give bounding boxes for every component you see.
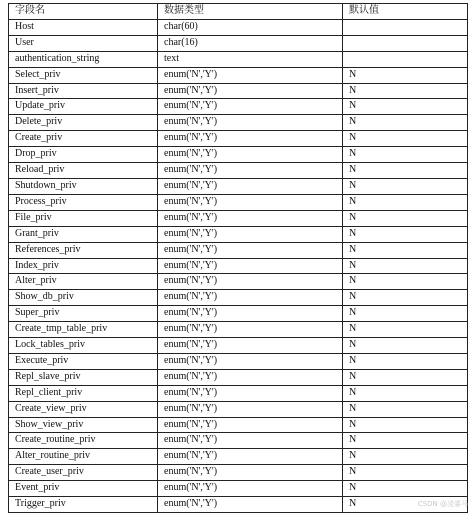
field-name-cell: Insert_priv (9, 83, 158, 99)
field-name-cell: Repl_slave_priv (9, 369, 158, 385)
default-value-cell: N (343, 417, 468, 433)
default-value-cell: N (343, 338, 468, 354)
default-value-cell: N (343, 131, 468, 147)
data-type-cell: text (158, 51, 343, 67)
data-type-cell: enum('N','Y') (158, 306, 343, 322)
table-row (9, 274, 468, 290)
field-name-cell: Execute_priv (9, 353, 158, 369)
field-name-cell: Show_db_priv (9, 290, 158, 306)
table-row (9, 290, 468, 306)
table-row (9, 353, 468, 369)
field-name-cell: Alter_routine_priv (9, 449, 158, 465)
data-type-cell: enum('N','Y') (158, 67, 343, 83)
data-type-cell: enum('N','Y') (158, 481, 343, 497)
default-value-cell: N (343, 449, 468, 465)
table-row (9, 115, 468, 131)
default-value-cell: N (343, 226, 468, 242)
data-type-cell: char(60) (158, 19, 343, 35)
table-row (9, 322, 468, 338)
field-name-cell: User (9, 35, 158, 51)
field-name-cell: Create_routine_priv (9, 433, 158, 449)
data-type-cell: enum('N','Y') (158, 163, 343, 179)
table-body (9, 19, 468, 512)
default-value-cell (343, 19, 468, 35)
data-type-cell: enum('N','Y') (158, 274, 343, 290)
table-row (9, 433, 468, 449)
default-value-cell: N (343, 147, 468, 163)
data-type-cell: enum('N','Y') (158, 178, 343, 194)
header-row (9, 4, 468, 20)
default-value-cell: N (343, 115, 468, 131)
field-name-cell: Create_view_priv (9, 401, 158, 417)
data-type-cell: enum('N','Y') (158, 385, 343, 401)
field-name-cell: Host (9, 19, 158, 35)
header-field-name: 字段名 (9, 4, 158, 20)
field-name-cell: Alter_priv (9, 274, 158, 290)
table-row (9, 242, 468, 258)
data-type-cell: enum('N','Y') (158, 99, 343, 115)
default-value-cell: N (343, 242, 468, 258)
default-value-cell: N (343, 322, 468, 338)
table-row (9, 163, 468, 179)
field-name-cell: Super_priv (9, 306, 158, 322)
data-type-cell: enum('N','Y') (158, 322, 343, 338)
table-row (9, 178, 468, 194)
field-name-cell: Grant_priv (9, 226, 158, 242)
default-value-cell: N (343, 99, 468, 115)
data-type-cell: enum('N','Y') (158, 210, 343, 226)
table-row (9, 99, 468, 115)
default-value-cell: N (343, 83, 468, 99)
default-value-cell: N (343, 163, 468, 179)
default-value-cell: N (343, 385, 468, 401)
watermark: CSDN @凌睿马 (417, 500, 468, 508)
field-name-cell: Create_user_priv (9, 465, 158, 481)
table-row (9, 51, 468, 67)
field-name-cell: Shutdown_priv (9, 178, 158, 194)
field-name-cell: Event_priv (9, 481, 158, 497)
table-row (9, 497, 468, 513)
field-name-cell: authentication_string (9, 51, 158, 67)
table-row (9, 369, 468, 385)
data-type-cell: enum('N','Y') (158, 147, 343, 163)
table-header (9, 4, 468, 20)
field-name-cell: Select_priv (9, 67, 158, 83)
table-row (9, 306, 468, 322)
table-row (9, 465, 468, 481)
field-name-cell: Index_priv (9, 258, 158, 274)
field-name-cell: Create_priv (9, 131, 158, 147)
data-type-cell: enum('N','Y') (158, 449, 343, 465)
data-type-cell: enum('N','Y') (158, 401, 343, 417)
header-data-type: 数据类型 (158, 4, 343, 20)
table-row (9, 83, 468, 99)
default-value-cell: N (343, 258, 468, 274)
default-value-cell (343, 51, 468, 67)
table-row (9, 449, 468, 465)
default-value-cell: N (343, 194, 468, 210)
default-value-cell: N (343, 401, 468, 417)
default-value-cell: N (343, 178, 468, 194)
table-row (9, 194, 468, 210)
table-row (9, 131, 468, 147)
data-type-cell: enum('N','Y') (158, 353, 343, 369)
field-name-cell: Reload_priv (9, 163, 158, 179)
data-type-cell: enum('N','Y') (158, 242, 343, 258)
table-row (9, 226, 468, 242)
data-type-cell: enum('N','Y') (158, 226, 343, 242)
table-row (9, 210, 468, 226)
default-value-cell: N (343, 497, 468, 513)
table-row (9, 338, 468, 354)
field-name-cell: Process_priv (9, 194, 158, 210)
default-value-cell: N (343, 67, 468, 83)
document-table-container (8, 3, 468, 513)
table-row (9, 19, 468, 35)
field-name-cell: Lock_tables_priv (9, 338, 158, 354)
default-value-cell: N (343, 290, 468, 306)
data-type-cell: enum('N','Y') (158, 131, 343, 147)
field-name-cell: Show_view_priv (9, 417, 158, 433)
data-type-cell: enum('N','Y') (158, 115, 343, 131)
field-name-cell: Trigger_priv (9, 497, 158, 513)
table-row (9, 147, 468, 163)
default-value-cell: N (343, 306, 468, 322)
data-type-cell: char(16) (158, 35, 343, 51)
user-table-schema (8, 3, 468, 513)
default-value-cell: N (343, 481, 468, 497)
table-row (9, 385, 468, 401)
default-value-cell (343, 35, 468, 51)
table-row (9, 35, 468, 51)
default-value-cell: N (343, 369, 468, 385)
data-type-cell: enum('N','Y') (158, 465, 343, 481)
field-name-cell: File_priv (9, 210, 158, 226)
field-name-cell: Create_tmp_table_priv (9, 322, 158, 338)
table-row (9, 401, 468, 417)
data-type-cell: enum('N','Y') (158, 258, 343, 274)
data-type-cell: enum('N','Y') (158, 433, 343, 449)
default-value-cell: N (343, 433, 468, 449)
table-row (9, 481, 468, 497)
field-name-cell: Update_priv (9, 99, 158, 115)
data-type-cell: enum('N','Y') (158, 194, 343, 210)
field-name-cell: Drop_priv (9, 147, 158, 163)
data-type-cell: enum('N','Y') (158, 338, 343, 354)
table-row (9, 67, 468, 83)
data-type-cell: enum('N','Y') (158, 497, 343, 513)
field-name-cell: Repl_client_priv (9, 385, 158, 401)
data-type-cell: enum('N','Y') (158, 417, 343, 433)
default-value-cell: N (343, 274, 468, 290)
default-value-cell: N (343, 353, 468, 369)
table-row (9, 417, 468, 433)
data-type-cell: enum('N','Y') (158, 83, 343, 99)
header-default-value: 默认值 (343, 4, 468, 20)
data-type-cell: enum('N','Y') (158, 369, 343, 385)
default-value-cell: N (343, 465, 468, 481)
field-name-cell: References_priv (9, 242, 158, 258)
data-type-cell: enum('N','Y') (158, 290, 343, 306)
field-name-cell: Delete_priv (9, 115, 158, 131)
table-row (9, 258, 468, 274)
default-value-cell: N (343, 210, 468, 226)
